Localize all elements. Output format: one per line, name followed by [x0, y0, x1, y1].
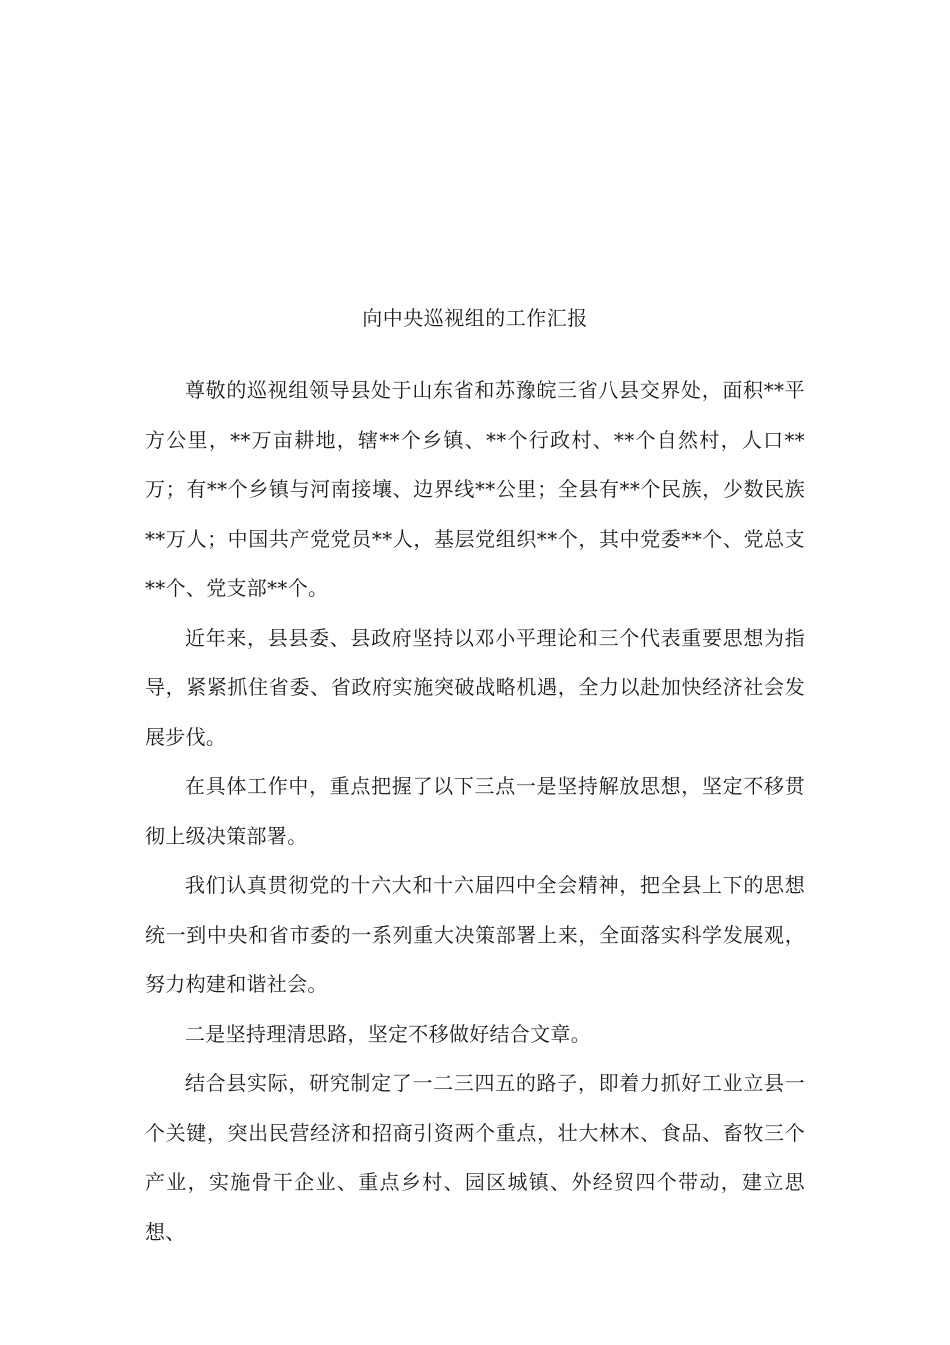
paragraph-recent-years: 近年来，县县委、县政府坚持以邓小平理论和三个代表重要思想为指导，紧紧抓住省委、省政府实施突破战略机遇，全力以赴加快经济社会发展步伐。: [145, 625, 805, 749]
paragraph-implementation: 我们认真贯彻党的十六大和十六届四中全会精神，把全县上下的思想统一到中央和省市委的一系列重大决策部署上来，全面落实科学发展观，努力构建和谐社会。: [145, 873, 805, 996]
paragraph-strategy: 结合县实际，研究制定了一二三四五的路子，即着力抓好工业立县一个关键，突出民营经济和招商引资两个重点，壮大林木、食品、畜牧三个产业，实施骨干企业、重点乡村、园区城镇、外经贸四个带动，建立思想、: [145, 1071, 805, 1244]
paragraph-point-two: 二是坚持理清思路，坚定不移做好结合文章。: [185, 1021, 591, 1046]
paragraph-overview: 尊敬的巡视组领导县处于山东省和苏豫皖三省八县交界处，面积**平方公里，**万亩耕地，辖**个乡镇、**个行政村、**个自然村，人口**万；有**个乡镇与河南接壤、边界线**公里；全县有**个民族，少数民族**万人；中国共产党党员**人，基层党组织**个，其中党委**个、党总支**个、党支部**个。: [145, 378, 805, 600]
document-body: [145, 366, 805, 1257]
paragraph-three-points: 在具体工作中，重点把握了以下三点一是坚持解放思想，坚定不移贯彻上级决策部署。: [145, 774, 805, 848]
document-title: 向中央巡视组的工作汇报: [362, 306, 588, 330]
